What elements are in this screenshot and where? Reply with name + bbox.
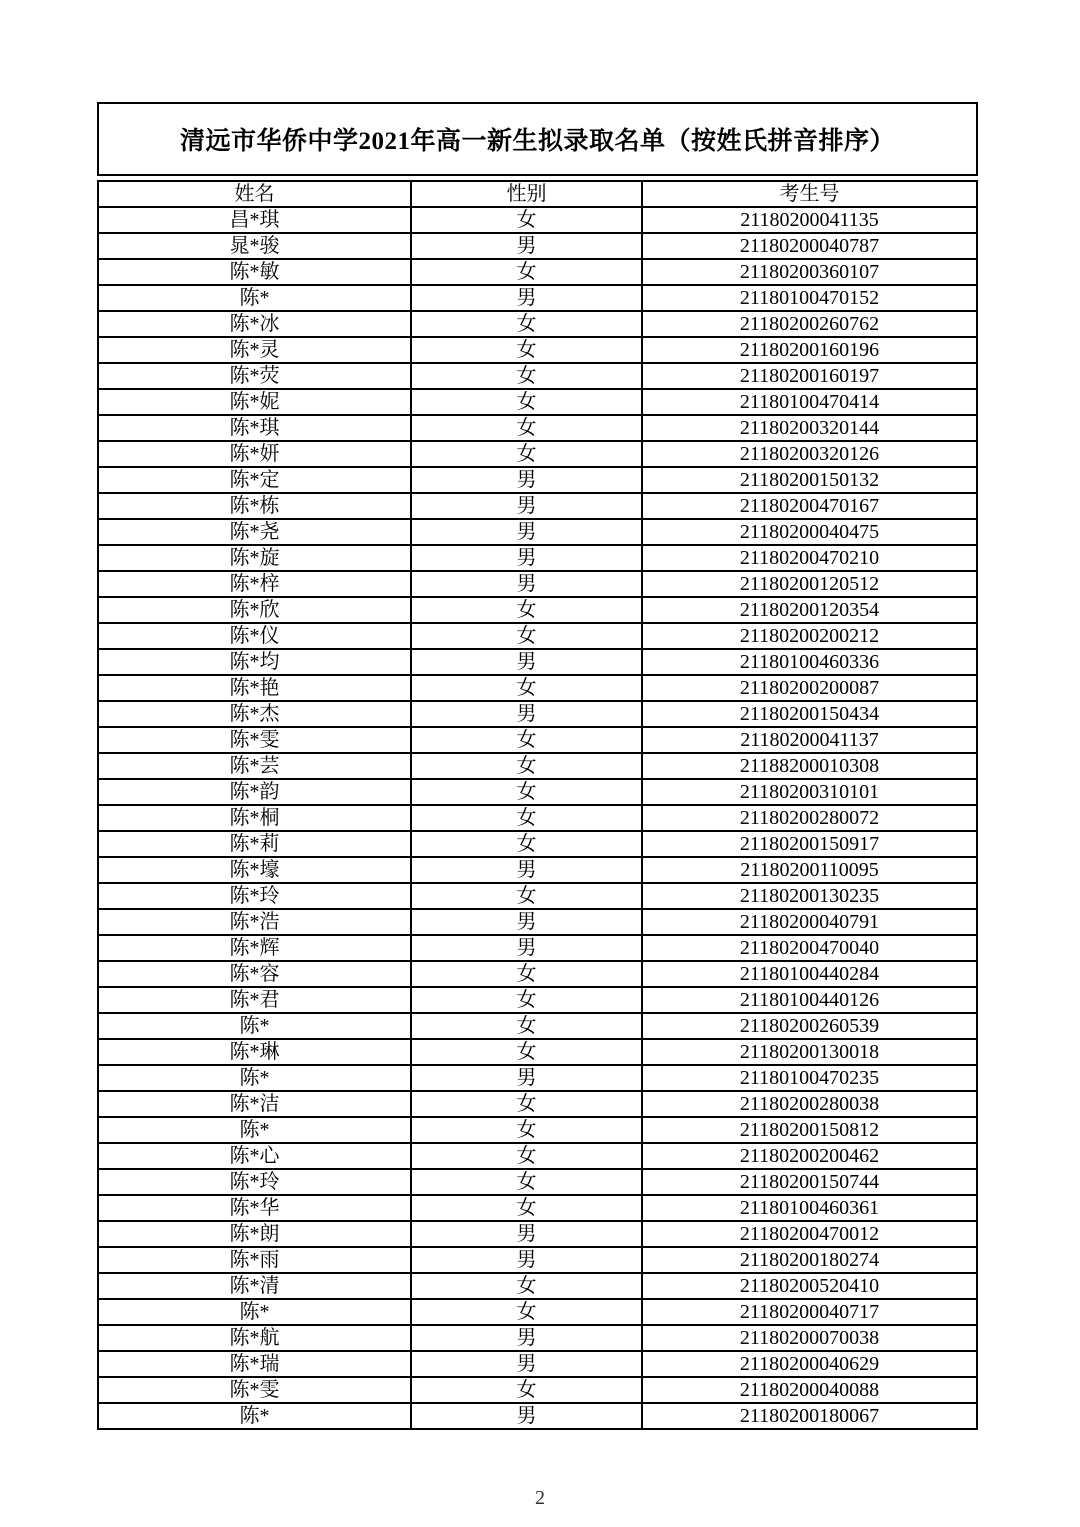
gender-cell: 男 xyxy=(411,493,642,519)
name-cell: 陈*芸 xyxy=(98,753,411,779)
candidate-number-cell: 21180200130235 xyxy=(642,883,977,909)
table-row xyxy=(98,1377,977,1403)
table-row xyxy=(98,259,977,285)
name-cell: 陈*清 xyxy=(98,1273,411,1299)
gender-cell: 男 xyxy=(411,1351,642,1377)
table-header xyxy=(98,181,977,207)
table-row xyxy=(98,363,977,389)
table-row xyxy=(98,519,977,545)
gender-cell: 男 xyxy=(411,1221,642,1247)
candidate-number-cell: 21180100440126 xyxy=(642,987,977,1013)
candidate-number-cell: 21180200040629 xyxy=(642,1351,977,1377)
candidate-number-cell: 21180200070038 xyxy=(642,1325,977,1351)
name-cell: 陈* xyxy=(98,285,411,311)
name-cell: 陈* xyxy=(98,1299,411,1325)
candidate-number-cell: 21180200130018 xyxy=(642,1039,977,1065)
gender-cell: 男 xyxy=(411,909,642,935)
candidate-number-cell: 21180200320126 xyxy=(642,441,977,467)
gender-cell: 女 xyxy=(411,337,642,363)
name-cell: 陈*浩 xyxy=(98,909,411,935)
candidate-number-cell: 21180200041135 xyxy=(642,207,977,233)
candidate-number-cell: 21180100470152 xyxy=(642,285,977,311)
candidate-number-cell: 21180100470235 xyxy=(642,1065,977,1091)
gender-cell: 女 xyxy=(411,753,642,779)
candidate-number-cell: 21180200160196 xyxy=(642,337,977,363)
table-body xyxy=(98,207,977,1429)
gender-cell: 男 xyxy=(411,571,642,597)
page-number: 2 xyxy=(535,1487,545,1509)
table-row xyxy=(98,701,977,727)
gender-cell: 男 xyxy=(411,935,642,961)
table-row xyxy=(98,1039,977,1065)
gender-cell: 女 xyxy=(411,363,642,389)
gender-cell: 女 xyxy=(411,311,642,337)
name-cell: 陈*雨 xyxy=(98,1247,411,1273)
name-cell: 晁*骏 xyxy=(98,233,411,259)
candidate-number-cell: 21180200150917 xyxy=(642,831,977,857)
column-header-name: 姓名 xyxy=(98,181,411,207)
candidate-number-cell: 21180100440284 xyxy=(642,961,977,987)
gender-cell: 女 xyxy=(411,1169,642,1195)
table-row xyxy=(98,935,977,961)
header-row xyxy=(98,181,977,207)
name-cell: 陈*华 xyxy=(98,1195,411,1221)
table-row xyxy=(98,675,977,701)
candidate-number-cell: 21180200470210 xyxy=(642,545,977,571)
gender-cell: 男 xyxy=(411,1247,642,1273)
name-cell: 陈*心 xyxy=(98,1143,411,1169)
table-row xyxy=(98,233,977,259)
name-cell: 陈*容 xyxy=(98,961,411,987)
table-row xyxy=(98,753,977,779)
gender-cell: 女 xyxy=(411,207,642,233)
table-row xyxy=(98,1403,977,1429)
name-cell: 陈*壕 xyxy=(98,857,411,883)
gender-cell: 男 xyxy=(411,1065,642,1091)
name-cell: 陈*旋 xyxy=(98,545,411,571)
name-cell: 陈*栋 xyxy=(98,493,411,519)
name-cell: 陈*朗 xyxy=(98,1221,411,1247)
name-cell: 陈*灵 xyxy=(98,337,411,363)
name-cell: 陈*敏 xyxy=(98,259,411,285)
table-row xyxy=(98,1117,977,1143)
table-row xyxy=(98,649,977,675)
name-cell: 陈*瑞 xyxy=(98,1351,411,1377)
table-row xyxy=(98,831,977,857)
table-row xyxy=(98,1091,977,1117)
table-row xyxy=(98,1143,977,1169)
name-cell: 陈* xyxy=(98,1013,411,1039)
gender-cell: 女 xyxy=(411,259,642,285)
gender-cell: 女 xyxy=(411,1039,642,1065)
table-row xyxy=(98,493,977,519)
column-header-gender: 性别 xyxy=(411,181,642,207)
table-row xyxy=(98,337,977,363)
gender-cell: 女 xyxy=(411,1117,642,1143)
name-cell: 陈*梓 xyxy=(98,571,411,597)
candidate-number-cell: 21180200470167 xyxy=(642,493,977,519)
name-cell: 陈*洁 xyxy=(98,1091,411,1117)
name-cell: 陈*欣 xyxy=(98,597,411,623)
candidate-number-cell: 21180200110095 xyxy=(642,857,977,883)
table-row xyxy=(98,441,977,467)
name-cell: 陈*杰 xyxy=(98,701,411,727)
candidate-number-cell: 21180200040787 xyxy=(642,233,977,259)
table-row xyxy=(98,727,977,753)
gender-cell: 女 xyxy=(411,1299,642,1325)
candidate-number-cell: 21180200320144 xyxy=(642,415,977,441)
table-row xyxy=(98,805,977,831)
name-cell: 陈*琳 xyxy=(98,1039,411,1065)
candidate-number-cell: 21180200470040 xyxy=(642,935,977,961)
gender-cell: 男 xyxy=(411,519,642,545)
gender-cell: 男 xyxy=(411,649,642,675)
table-row xyxy=(98,285,977,311)
name-cell: 陈*雯 xyxy=(98,727,411,753)
table-row xyxy=(98,1221,977,1247)
table-row xyxy=(98,1065,977,1091)
name-cell: 陈*均 xyxy=(98,649,411,675)
gender-cell: 女 xyxy=(411,1013,642,1039)
name-cell: 陈*莉 xyxy=(98,831,411,857)
name-cell: 陈*雯 xyxy=(98,1377,411,1403)
gender-cell: 女 xyxy=(411,1273,642,1299)
name-cell: 陈*琪 xyxy=(98,415,411,441)
admission-roster-table xyxy=(97,180,978,1430)
table-row xyxy=(98,1325,977,1351)
candidate-number-cell: 21180200280038 xyxy=(642,1091,977,1117)
gender-cell: 女 xyxy=(411,961,642,987)
name-cell: 陈*妮 xyxy=(98,389,411,415)
table-row xyxy=(98,1299,977,1325)
table-row xyxy=(98,1169,977,1195)
candidate-number-cell: 21180200120512 xyxy=(642,571,977,597)
table-row xyxy=(98,1273,977,1299)
name-cell: 陈*尧 xyxy=(98,519,411,545)
name-cell: 陈*君 xyxy=(98,987,411,1013)
name-cell: 陈*航 xyxy=(98,1325,411,1351)
gender-cell: 男 xyxy=(411,1403,642,1429)
name-cell: 陈* xyxy=(98,1403,411,1429)
gender-cell: 女 xyxy=(411,805,642,831)
name-cell: 陈*辉 xyxy=(98,935,411,961)
name-cell: 陈*桐 xyxy=(98,805,411,831)
candidate-number-cell: 21180200150812 xyxy=(642,1117,977,1143)
candidate-number-cell: 21180200040088 xyxy=(642,1377,977,1403)
table-row xyxy=(98,1013,977,1039)
candidate-number-cell: 21180200040475 xyxy=(642,519,977,545)
gender-cell: 男 xyxy=(411,545,642,571)
gender-cell: 男 xyxy=(411,233,642,259)
gender-cell: 男 xyxy=(411,701,642,727)
name-cell: 陈*冰 xyxy=(98,311,411,337)
name-cell: 陈*仪 xyxy=(98,623,411,649)
gender-cell: 女 xyxy=(411,597,642,623)
candidate-number-cell: 21180200280072 xyxy=(642,805,977,831)
table-row xyxy=(98,415,977,441)
gender-cell: 女 xyxy=(411,987,642,1013)
gender-cell: 女 xyxy=(411,1195,642,1221)
gender-cell: 男 xyxy=(411,857,642,883)
candidate-number-cell: 21180200200462 xyxy=(642,1143,977,1169)
table-row xyxy=(98,311,977,337)
name-cell: 陈* xyxy=(98,1065,411,1091)
candidate-number-cell: 21180100470414 xyxy=(642,389,977,415)
candidate-number-cell: 21180200150132 xyxy=(642,467,977,493)
table-row xyxy=(98,1247,977,1273)
name-cell: 陈*定 xyxy=(98,467,411,493)
name-cell: 陈*玲 xyxy=(98,883,411,909)
gender-cell: 女 xyxy=(411,415,642,441)
candidate-number-cell: 21180200260762 xyxy=(642,311,977,337)
gender-cell: 女 xyxy=(411,441,642,467)
gender-cell: 女 xyxy=(411,727,642,753)
table-row xyxy=(98,857,977,883)
table-row xyxy=(98,987,977,1013)
table-row xyxy=(98,389,977,415)
name-cell: 陈*妍 xyxy=(98,441,411,467)
candidate-number-cell: 21180200160197 xyxy=(642,363,977,389)
name-cell: 昌*琪 xyxy=(98,207,411,233)
table-row xyxy=(98,597,977,623)
gender-cell: 女 xyxy=(411,1143,642,1169)
gender-cell: 男 xyxy=(411,285,642,311)
candidate-number-cell: 21180200041137 xyxy=(642,727,977,753)
candidate-number-cell: 21180100460336 xyxy=(642,649,977,675)
candidate-number-cell: 21180200200087 xyxy=(642,675,977,701)
candidate-number-cell: 21180200180067 xyxy=(642,1403,977,1429)
gender-cell: 女 xyxy=(411,1377,642,1403)
candidate-number-cell: 21180200040717 xyxy=(642,1299,977,1325)
gender-cell: 女 xyxy=(411,623,642,649)
candidate-number-cell: 21180200040791 xyxy=(642,909,977,935)
name-cell: 陈*玲 xyxy=(98,1169,411,1195)
name-cell: 陈* xyxy=(98,1117,411,1143)
gender-cell: 男 xyxy=(411,467,642,493)
table-row xyxy=(98,1195,977,1221)
candidate-number-cell: 21180200360107 xyxy=(642,259,977,285)
candidate-number-cell: 21180200470012 xyxy=(642,1221,977,1247)
candidate-number-cell: 21180200150434 xyxy=(642,701,977,727)
gender-cell: 男 xyxy=(411,1325,642,1351)
gender-cell: 女 xyxy=(411,831,642,857)
gender-cell: 女 xyxy=(411,1091,642,1117)
table-row xyxy=(98,571,977,597)
candidate-number-cell: 21188200010308 xyxy=(642,753,977,779)
candidate-number-cell: 21180200150744 xyxy=(642,1169,977,1195)
candidate-number-cell: 21180200310101 xyxy=(642,779,977,805)
candidate-number-cell: 21180200200212 xyxy=(642,623,977,649)
candidate-number-cell: 21180200520410 xyxy=(642,1273,977,1299)
table-row xyxy=(98,545,977,571)
name-cell: 陈*艳 xyxy=(98,675,411,701)
name-cell: 陈*韵 xyxy=(98,779,411,805)
candidate-number-cell: 21180200120354 xyxy=(642,597,977,623)
candidate-number-cell: 21180200180274 xyxy=(642,1247,977,1273)
table-row xyxy=(98,1351,977,1377)
gender-cell: 女 xyxy=(411,389,642,415)
table-row xyxy=(98,909,977,935)
table-row xyxy=(98,961,977,987)
table-row xyxy=(98,883,977,909)
table-row xyxy=(98,779,977,805)
column-header-candidate-number: 考生号 xyxy=(642,181,977,207)
candidate-number-cell: 21180100460361 xyxy=(642,1195,977,1221)
gender-cell: 女 xyxy=(411,779,642,805)
document-title: 清远市华侨中学2021年高一新生拟录取名单（按姓氏拼音排序） xyxy=(97,102,978,176)
table-row xyxy=(98,207,977,233)
gender-cell: 女 xyxy=(411,883,642,909)
candidate-number-cell: 21180200260539 xyxy=(642,1013,977,1039)
table-row xyxy=(98,467,977,493)
name-cell: 陈*荧 xyxy=(98,363,411,389)
table-row xyxy=(98,623,977,649)
document-content xyxy=(97,102,978,1430)
gender-cell: 女 xyxy=(411,675,642,701)
